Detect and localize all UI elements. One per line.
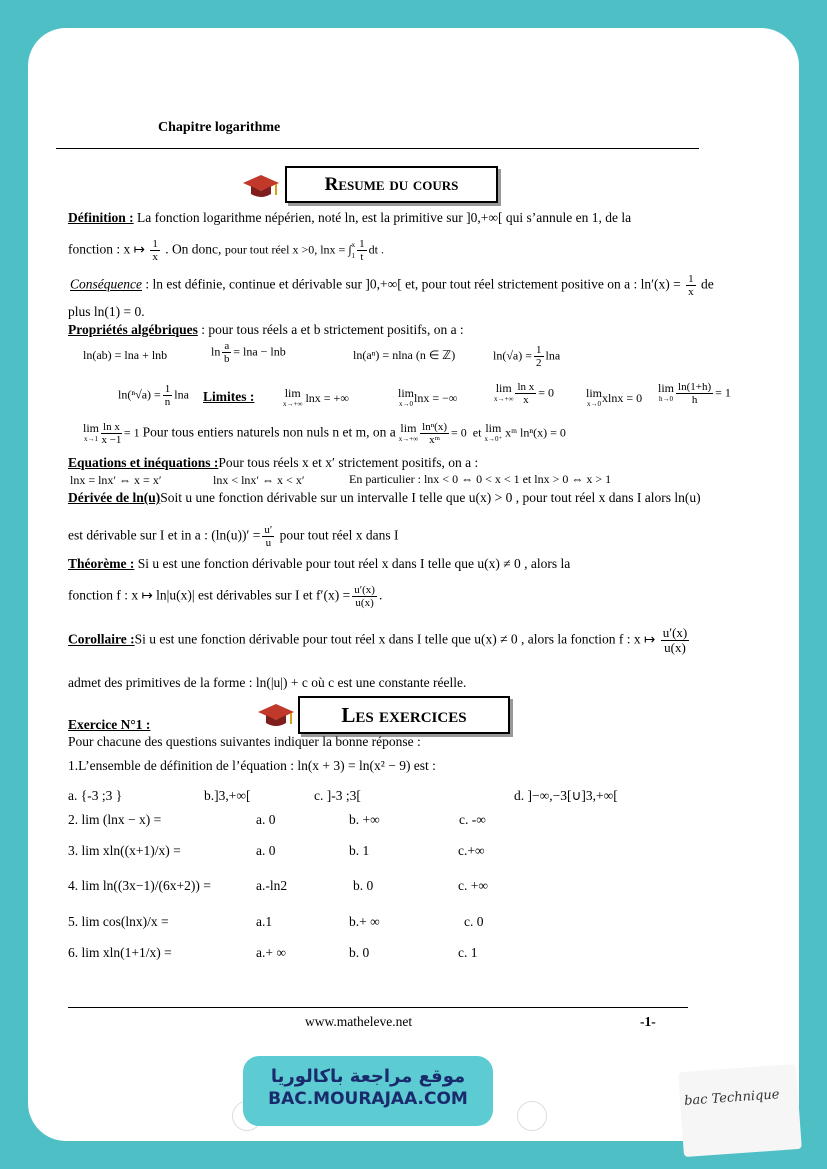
frac-den: n (164, 396, 171, 408)
prop-2 (211, 340, 286, 365)
chapter-title: Chapitre logarithme (158, 120, 281, 135)
badge-url: BAC.MOURAJAA.COM (268, 1089, 468, 1109)
lim-sub: x→0⁺ (484, 434, 503, 443)
lim-sub: x→+∞ (494, 394, 514, 403)
properties-text: : pour tous réels a et b strictement positifs, on a : (197, 322, 464, 337)
prop-4-lhs: ln(√a) = (493, 348, 533, 363)
fraction-upx-over-ux-2 (661, 626, 690, 655)
question-5: 5. lim cos(lnx)/x = (68, 914, 169, 929)
lim-op: lim x→0 (586, 386, 603, 408)
limit-4 (586, 388, 642, 410)
lim-sub: x→0 (587, 400, 601, 408)
theoreme-2-text: fonction f : x ↦ ln|u(x)| est dérivables sur I et f′(x) = (68, 587, 351, 603)
q3-option-b: b. 1 (349, 843, 370, 858)
frac-num: 1 (152, 238, 158, 250)
fraction-1-over-x-2 (686, 273, 696, 298)
frac-num: u′(x) (662, 625, 688, 640)
fraction-lnx-over-x (515, 381, 536, 406)
lim-op: lim x→0 (398, 386, 415, 408)
limit-1 (283, 388, 349, 410)
q4-option-a: a.-ln2 (256, 878, 288, 893)
equation-2: lnx < lnx′ ⇔ x < x′ (213, 473, 305, 487)
page-sheet (28, 28, 799, 1141)
prop-5-lhs: ln(ⁿ√a) = (118, 387, 161, 402)
site-badge[interactable] (243, 1056, 493, 1126)
q2-option-a: a. 0 (256, 812, 276, 827)
fraction-up-over-u (262, 524, 274, 549)
fraction-ln1h-over-h (676, 381, 713, 406)
theoreme-text: Si u est une fonction dérivable pour tout réel x dans I telle que u(x) ≠ 0 , alors la (134, 556, 571, 571)
frac-den: u(x) (664, 640, 686, 655)
limit-8-rhs: xᵐ lnⁿ(x) = 0 (505, 425, 566, 440)
q6-option-b: b. 0 (349, 945, 370, 960)
frac-den: u (265, 537, 272, 549)
definition-label: Définition : (68, 210, 134, 225)
derivee-label: Dérivée de ln(u) (68, 490, 161, 505)
frac-num: u′(x) (354, 584, 375, 596)
lim-op: lim x→1 (83, 420, 100, 443)
prop-5-rhs: lna (174, 387, 189, 402)
derivee-2-tail: pour tout réel x dans I (276, 527, 399, 543)
q1-option-b: b.]3,+∞[ (204, 788, 251, 803)
theoreme-label: Théorème : (68, 556, 135, 571)
badge-arabic: موقع مراجعة باكالوريا (270, 1066, 466, 1087)
limit-1-rhs: lnx = +∞ (305, 390, 349, 405)
badge-logo-right (517, 1101, 547, 1131)
frac-num: 1 (688, 273, 694, 285)
q5-option-c: c. 0 (464, 914, 484, 929)
derivee-line (68, 490, 701, 506)
fonction-dt: dt . (368, 242, 384, 257)
fonction-integral: pour tout réel x >0, lnx = ∫ (224, 242, 352, 257)
exercise-label: Exercice N°1 : (68, 717, 151, 732)
q5-option-b: b.+ ∞ (349, 914, 380, 929)
question-4: 4. lim ln((3x−1)/(6x+2)) = (68, 878, 211, 893)
consequence-de: de (701, 276, 714, 292)
lim-sub: x→+∞ (398, 434, 419, 443)
page-number: -1- (640, 1014, 656, 1029)
frac-num: ln x (517, 381, 535, 393)
frac-num: 1 (536, 344, 542, 356)
limit-2 (398, 388, 457, 410)
derivee-text: Soit u une fonction dérivable sur un intervalle I telle que u(x) > 0 , pour tout réel x dans I alors ln(u) (160, 490, 701, 505)
q2-option-b: b. +∞ (349, 812, 380, 827)
limit-6-text: Pour tous entiers naturels non nuls n et m, on a (142, 424, 396, 440)
corollaire-line (68, 626, 691, 655)
corollaire-text: Si u est une fonction dérivable pour tout réel x dans I telle que u(x) ≠ 0 , alors la fonction f : x ↦ (134, 631, 656, 647)
derivee-line-2 (68, 524, 399, 549)
properties-line (68, 322, 464, 338)
lim-op: lim x→+∞ (283, 386, 303, 408)
limit-6 (83, 421, 566, 446)
q4-option-b: b. 0 (353, 878, 374, 893)
fraction-1-over-x (150, 238, 160, 263)
q6-option-a: a.+ ∞ (256, 945, 286, 960)
consequence-text: : ln est définie, continue et dérivable sur ]0,+∞[ et, pour tout réel strictement positive on a : ln′(x) = (141, 276, 681, 292)
question-6: 6. lim xln(1+1/x) = (68, 945, 172, 960)
resume-banner: Resume du cours (285, 166, 498, 203)
question-1: 1.L’ensemble de définition de l’équation : ln(x + 3) = ln(x² − 9) est : (68, 758, 436, 773)
frac-den: b (224, 353, 230, 365)
prop-2-ln: ln (211, 344, 221, 359)
q4-option-c: c. +∞ (458, 878, 488, 893)
consequence-line (70, 273, 714, 298)
frac-num: u′ (264, 524, 273, 536)
limit-5 (658, 381, 731, 406)
theoreme-2-tail: . (378, 587, 383, 603)
corollaire-label: Corollaire : (68, 631, 135, 647)
footer-url[interactable]: www.matheleve.net (305, 1014, 413, 1029)
frac-den: t (360, 251, 364, 263)
q3-option-a: a. 0 (256, 843, 276, 858)
lim-sub: x→0 (399, 400, 413, 408)
frac-num: ln(1+h) (678, 381, 712, 393)
equation-1: lnx = lnx′ ⇔ x = x′ (70, 473, 162, 487)
frac-den: x −1 (101, 434, 122, 446)
frac-den: 2 (536, 357, 542, 369)
fonction-text: fonction : x ↦ (68, 241, 145, 257)
q2-option-c: c. -∞ (459, 812, 486, 827)
q1-option-a: a. {-3 ;3 } (68, 788, 123, 803)
fraction-1-over-2 (534, 344, 544, 369)
limit-4-rhs: xlnx = 0 (602, 390, 643, 405)
limit-5-rhs: = 1 (715, 385, 731, 400)
frac-num: 1 (164, 383, 171, 395)
corollaire-line-2: admet des primitives de la forme : ln(|u|) + c où c est une constante réelle. (68, 675, 467, 690)
exercise-intro: Pour chacune des questions suivantes indiquer la bonne réponse : (68, 734, 421, 749)
fraction-lnx-over-xm1 (101, 421, 122, 446)
lim-sub: h→0 (659, 394, 673, 403)
equations-line (68, 455, 478, 471)
prop-3: ln(aⁿ) = nlna (n ∈ ℤ) (353, 348, 456, 362)
equations-label: Equations et inéquations : (68, 455, 219, 470)
theoreme-line-2 (68, 584, 382, 609)
frac-den: x (523, 394, 529, 406)
limit-2-rhs: lnx = −∞ (414, 390, 458, 405)
frac-num: lnⁿ(x) (422, 421, 448, 433)
graduation-cap-icon (256, 700, 296, 732)
properties-label: Propriétés algébriques (68, 322, 198, 337)
limit-8-et: et (472, 425, 482, 440)
question-2: 2. lim (lnx − x) = (68, 812, 162, 827)
q1-option-c: c. ]-3 ;3[ (314, 788, 361, 803)
header-rule (56, 148, 699, 149)
limit-6-rhs: = 1 (123, 425, 140, 440)
frac-num: ln x (103, 421, 120, 433)
fonction-line (68, 238, 384, 263)
equations-text: Pour tous réels x et x′ strictement positifs, on a : (218, 455, 479, 470)
definition-line (68, 210, 631, 226)
integral-bottom: 1 (351, 251, 356, 260)
prop-1: ln(ab) = lna + lnb (83, 348, 168, 362)
lim-op: lim x→+∞ (494, 380, 514, 403)
frac-den: u(x) (355, 597, 374, 609)
integral-bounds (352, 240, 356, 262)
q6-option-c: c. 1 (458, 945, 478, 960)
prop-2-rhs: = lna − lnb (233, 344, 286, 359)
limites-label: Limites : (203, 389, 255, 404)
frac-num: 1 (359, 238, 365, 250)
frac-den: x (688, 286, 694, 298)
graduation-cap-icon (241, 171, 281, 203)
frac-num: a (224, 340, 230, 352)
fraction-lnnx-over-xm (420, 421, 449, 446)
fonction-text-b: . On donc, (165, 241, 222, 257)
frac-den: xᵐ (429, 434, 441, 446)
fraction-upx-over-ux (352, 584, 377, 609)
plus-line: plus ln(1) = 0. (68, 304, 145, 319)
exercices-banner: Les exercices (298, 696, 510, 734)
fraction-1-over-t (357, 238, 367, 263)
integral-top: x (351, 240, 356, 249)
fraction-a-over-b (222, 340, 231, 365)
signature-stamp: bac Technique (678, 1064, 802, 1157)
lim-op: lim h→0 (658, 380, 675, 403)
theoreme-line (68, 556, 570, 572)
lim-sub: x→1 (84, 434, 98, 443)
q3-option-c: c.+∞ (458, 843, 485, 858)
q1-option-d: d. ]−∞,−3[∪]3,+∞[ (514, 788, 618, 803)
prop-4 (493, 344, 560, 369)
limit-3 (494, 381, 554, 406)
consequence-label: Conséquence (70, 276, 142, 292)
prop-4-rhs: lna (545, 348, 561, 363)
derivee-2-text: est dérivable sur I et in a : (ln(u))′ = (68, 527, 261, 543)
fraction-1-over-n (163, 383, 173, 408)
lim-sub: x→+∞ (283, 400, 303, 408)
limit-3-rhs: = 0 (538, 385, 555, 400)
question-3: 3. lim xln((x+1)/x) = (68, 843, 181, 858)
limit-7-rhs: = 0 (451, 425, 467, 440)
lim-op: lim x→+∞ (398, 420, 419, 443)
frac-den: x (152, 251, 158, 263)
definition-text: La fonction logarithme népérien, noté ln, est la primitive sur ]0,+∞[ qui s’annule en 1, de la (133, 210, 632, 225)
q5-option-a: a.1 (256, 914, 273, 929)
prop-5 (118, 383, 189, 408)
frac-den: h (691, 394, 698, 406)
lim-op: lim x→0⁺ (484, 420, 503, 443)
equation-3: En particulier : lnx < 0 ⇔ 0 < x < 1 et lnx > 0 ⇔ x > 1 (349, 472, 612, 486)
footer-rule (68, 1007, 688, 1008)
